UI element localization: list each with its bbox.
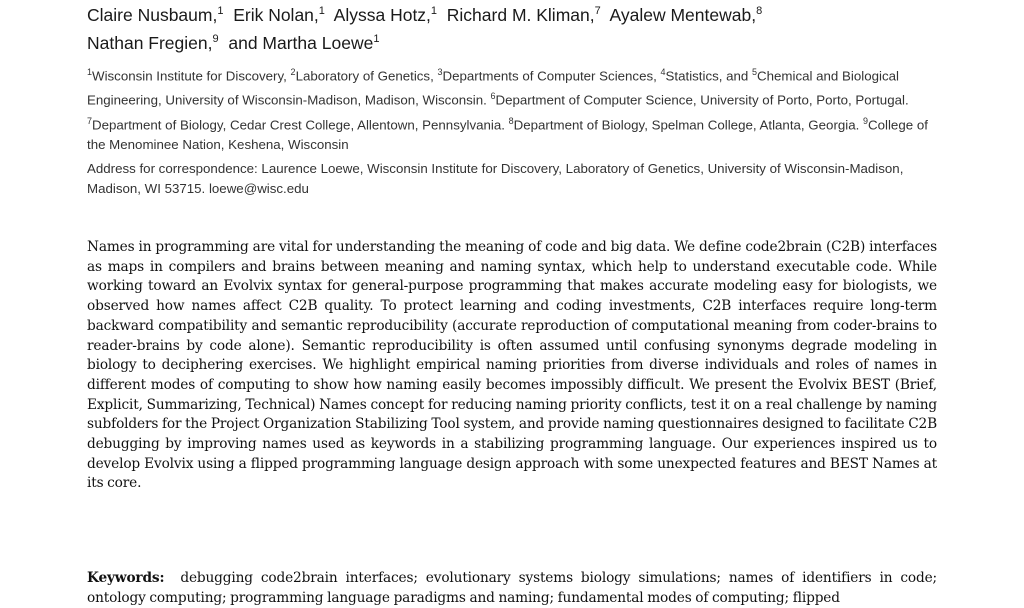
affil-sup: 2 bbox=[290, 67, 296, 77]
affil-sup: 9 bbox=[863, 115, 869, 126]
author-row-2 bbox=[87, 33, 379, 54]
affil-sup: 3 bbox=[437, 67, 443, 77]
affiliations bbox=[87, 62, 937, 155]
affil-text: Department of Biology, Spelman College, Atlanta, Georgia. bbox=[513, 117, 864, 133]
author-affil-sup: 1 bbox=[373, 33, 380, 46]
author-affil-sup: 1 bbox=[430, 5, 438, 18]
affil-text: Laboratory of Genetics, bbox=[295, 68, 438, 84]
keywords bbox=[87, 569, 937, 608]
affil-sup: 6 bbox=[490, 91, 496, 102]
affil-sup: 4 bbox=[660, 67, 666, 77]
affil-sup: 8 bbox=[508, 115, 514, 126]
affil-text: Departments of Computer Sciences, bbox=[442, 68, 661, 84]
affil-text: College of the Menominee Nation, Keshena, Wisconsin bbox=[87, 117, 928, 153]
author-name: Alyssa Hotz, bbox=[333, 5, 431, 25]
author-name: and Martha Loewe bbox=[228, 33, 374, 53]
author-affil-sup: 1 bbox=[318, 5, 325, 18]
author-affil-sup: 8 bbox=[756, 5, 763, 18]
affil-text: Department of Biology, Cedar Crest College, Allentown, Pennsylvania. bbox=[92, 117, 509, 133]
affil-sup: 7 bbox=[87, 115, 93, 126]
author-name: Nathan Fregien, bbox=[87, 33, 213, 53]
abstract-text: Names in programming are vital for understanding the meaning of code and big data. We define code2brain (C2B) interfaces as maps in compilers and brains between meaning and naming syntax, which help to understand executable code. While working toward an Evolvix syntax for general-purpose programming that makes accurate modeling easy for biologists, we observed how names affect C2B quality. To protect learning and coding investments, C2B interfaces require long-term backward compatibility and semantic reproducibility (accurate reproduction of computational meaning from coder-brains to reader-brains by code alone). Semantic reproducibility is often assumed until confusing synonyms degrade modeling in biology to deciphering exercises. We highlight empirical naming priorities from diverse individuals and roles of names in different modes of computing to show how naming easily becomes impossibly difficult. We present the Evolvix BEST (Brief, Explicit, Summarizing, Technical) Names concept for reducing naming priority conflicts, test it on a real challenge by naming subfolders for the Project Organization Stabilizing Tool system, and provide naming questionnaires designed to facilitate C2B debugging by improving names used as keywords in a stabilizing programming language. Our experiences inspired us to develop Evolvix using a flipped programming language design approach with some unexpected features and BEST Names at its core. bbox=[87, 239, 937, 492]
keywords-label: Keywords: bbox=[87, 570, 165, 586]
author-affil-sup: 1 bbox=[217, 5, 224, 18]
keywords-text: debugging code2brain interfaces; evolutionary systems biology simulations; names of identifiers in code; ontology computing; programming language paradigms and naming; fundamental modes of computing; flipped bbox=[87, 570, 937, 606]
affil-text: Statistics, and bbox=[665, 68, 753, 84]
affil-sup: 1 bbox=[87, 67, 93, 77]
affil-text: Department of Computer Science, University of Porto, Porto, Portugal. bbox=[495, 92, 909, 108]
author-affil-sup: 7 bbox=[594, 5, 601, 18]
author-affil-sup: 9 bbox=[212, 33, 219, 46]
author-name: Erik Nolan, bbox=[233, 5, 319, 25]
correspondence-address: Address for correspondence: Laurence Loewe, Wisconsin Institute for Discovery, Laboratory of Genetics, University of Wisconsin-Madison, Madison, WI 53715. loewe@wisc.edu bbox=[87, 161, 904, 196]
affil-text: Chemical and Biological Engineering, University of Wisconsin-Madison, Madison, Wisconsin. bbox=[87, 68, 899, 108]
affil-text: Wisconsin Institute for Discovery, bbox=[92, 68, 291, 84]
author-name: Ayalew Mentewab, bbox=[609, 5, 757, 25]
author-name: Claire Nusbaum, bbox=[87, 5, 218, 25]
author-row-1 bbox=[87, 5, 762, 26]
affil-sup: 5 bbox=[752, 67, 758, 77]
author-name: Richard M. Kliman, bbox=[446, 5, 595, 25]
